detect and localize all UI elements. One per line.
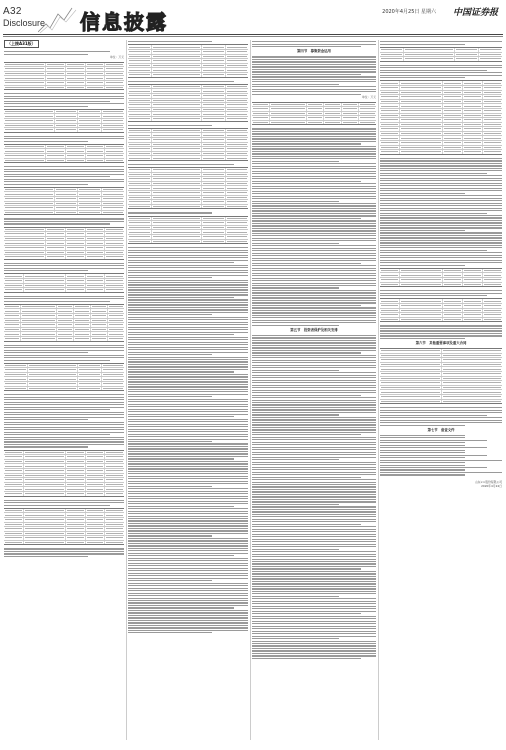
- page-number: A32: [3, 6, 22, 17]
- matters-table: [380, 348, 502, 404]
- shareholder-table: [4, 363, 124, 392]
- section-title: 第四节 募集资金运用: [297, 49, 331, 54]
- fund-usage-table: [252, 102, 376, 126]
- signature-date: 2020年4月24日: [481, 483, 502, 488]
- section-chinese-title: 信息披露: [80, 10, 168, 34]
- related-party-table: [128, 44, 248, 77]
- decorative-lines-icon: [38, 6, 78, 34]
- column-4: [380, 40, 502, 744]
- financial-table: [4, 187, 124, 216]
- section-title: 第七节 备查文件: [427, 427, 455, 432]
- page-header: [0, 0, 506, 38]
- section-english-title: Disclosure: [3, 18, 46, 28]
- signature-company: 山东××股份有限公司: [474, 479, 502, 484]
- financial-table: [4, 144, 124, 163]
- shareholder-table: [4, 304, 124, 342]
- column-2: [128, 40, 248, 744]
- section-title: 第六节 其他重要事项及重大合同: [415, 340, 467, 345]
- shareholder-table: [4, 273, 124, 292]
- related-party-table: [128, 216, 248, 245]
- related-party-table: [128, 84, 248, 122]
- signature-block: [380, 480, 502, 488]
- contract-table: [380, 268, 502, 287]
- financial-table: [4, 227, 124, 260]
- financial-table: [4, 62, 124, 91]
- continuation-label: （上接A31版）: [4, 40, 39, 48]
- related-party-table: [128, 128, 248, 161]
- header-rule-thin: [3, 36, 503, 37]
- contract-table: [380, 80, 502, 155]
- contract-table: [380, 298, 502, 322]
- financial-table: [4, 109, 124, 133]
- header-rule: [3, 34, 503, 35]
- contract-table: [380, 47, 502, 62]
- column-divider: [250, 40, 251, 740]
- column-divider: [126, 40, 127, 740]
- issue-date: 2020年4月25日 星期六: [382, 9, 436, 15]
- shareholder-table: [4, 508, 124, 546]
- related-party-table: [128, 167, 248, 209]
- section-title: 第五节 投资者保护及相关安排: [290, 327, 338, 332]
- column-3: 第四节 募集资金运用 单位：万元 第五节 投资者保护及相关安排: [252, 40, 376, 744]
- column-1: （上接A31版） 单位：万元: [4, 40, 124, 744]
- shareholder-table: [4, 450, 124, 497]
- column-divider: [378, 40, 379, 740]
- newspaper-logo: 中国证券报: [452, 8, 498, 18]
